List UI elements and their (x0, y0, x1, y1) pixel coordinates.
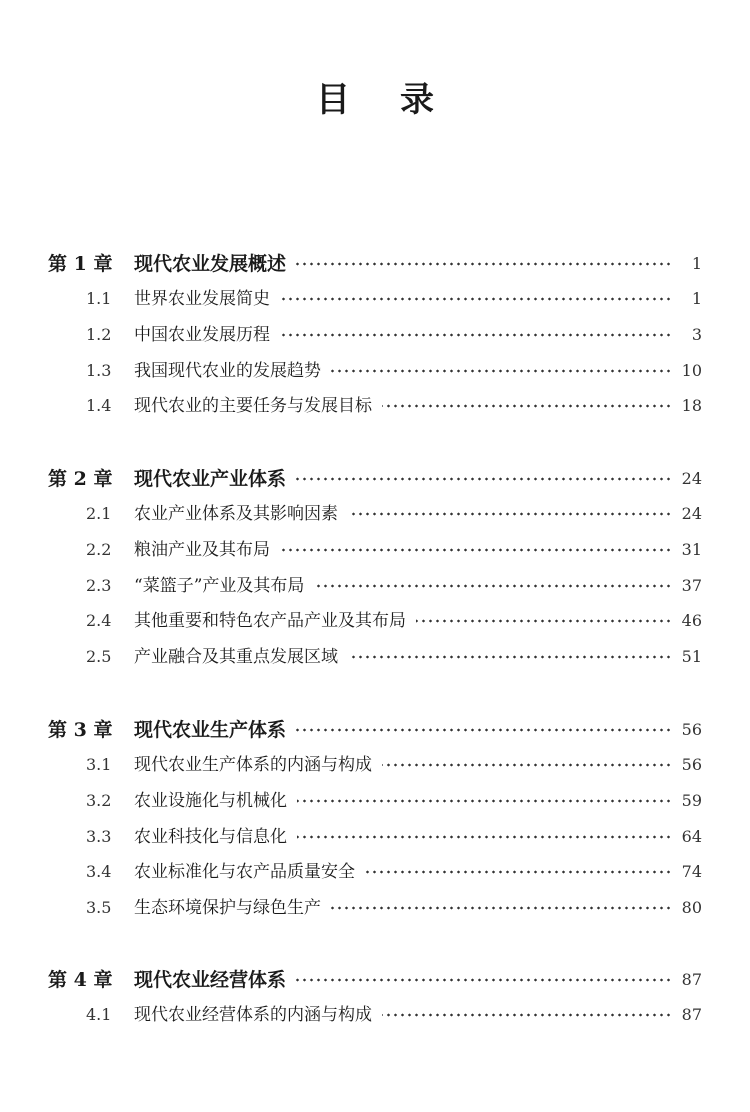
section-title: 世界农业发展简史 (134, 289, 270, 309)
chapter-number: 第 1 章 (48, 253, 113, 275)
toc-title-char-2: 录 (400, 80, 434, 120)
dot-leader (331, 894, 672, 922)
toc-section-entry[interactable] (0, 643, 750, 671)
section-title: 我国现代农业的发展趋势 (134, 360, 321, 381)
page-number: 46 (681, 611, 702, 631)
dot-leader (348, 500, 672, 528)
toc-section-entry[interactable] (0, 392, 750, 420)
toc-section-entry[interactable] (0, 285, 750, 313)
section-title: 中国农业发展历程 (134, 324, 270, 345)
section-title: 其他重要和特色农产品产业及其布局 (134, 611, 406, 632)
page-number: 31 (681, 539, 702, 559)
dot-leader (314, 572, 672, 600)
dot-leader (296, 250, 672, 278)
section-number: 1.2 (86, 324, 112, 344)
chapter-number: 第 3 章 (48, 719, 113, 741)
toc-section-entry[interactable] (0, 536, 750, 564)
page-number: 24 (681, 504, 702, 523)
dot-leader (296, 966, 672, 994)
toc-chapter-entry[interactable] (0, 716, 750, 744)
toc-section-entry[interactable] (0, 500, 750, 528)
section-number: 2.2 (86, 539, 112, 559)
dot-leader (382, 392, 672, 420)
section-title: 产业融合及其重点发展区域 (134, 647, 338, 668)
section-title: 生态环境保护与绿色生产 (134, 898, 321, 919)
toc-section-entry[interactable] (0, 1001, 750, 1029)
section-number: 3.4 (86, 862, 112, 882)
section-number: 3.1 (86, 755, 112, 774)
section-title: 农业产业体系及其影响因素 (134, 504, 338, 524)
section-number: 2.3 (86, 575, 112, 595)
page-number: 59 (681, 790, 702, 810)
chapter-number: 第 2 章 (48, 468, 113, 490)
section-title: 现代农业的主要任务与发展目标 (134, 396, 372, 417)
toc-section-entry[interactable] (0, 751, 750, 779)
section-title: 农业设施化与机械化 (134, 790, 287, 811)
section-number: 2.5 (86, 647, 112, 667)
section-number: 1.3 (86, 360, 112, 380)
dot-leader (280, 285, 672, 313)
page-number: 87 (681, 1005, 702, 1024)
toc-section-entry[interactable] (0, 894, 750, 922)
section-number: 3.2 (86, 790, 112, 810)
section-number: 2.4 (86, 611, 112, 631)
dot-leader (297, 787, 672, 815)
section-number: 4.1 (86, 1005, 112, 1024)
toc-section-entry[interactable] (0, 823, 750, 851)
page-number: 1 (691, 289, 702, 308)
dot-leader (365, 858, 672, 886)
page-number: 80 (681, 898, 702, 918)
page-number: 51 (681, 647, 702, 667)
section-number: 2.1 (86, 504, 112, 523)
toc-section-entry[interactable] (0, 858, 750, 886)
dot-leader (280, 536, 672, 564)
toc-chapter-entry[interactable] (0, 465, 750, 493)
page-number: 24 (681, 469, 702, 488)
section-number: 3.3 (86, 826, 112, 846)
chapter-title: 现代农业发展概述 (134, 253, 287, 275)
section-title: 农业科技化与信息化 (134, 826, 287, 847)
dot-leader (280, 321, 672, 349)
page-number: 10 (681, 360, 702, 380)
section-title: 农业标准化与农产品质量安全 (134, 862, 355, 883)
dot-leader (331, 357, 672, 385)
chapter-title: 现代农业生产体系 (134, 719, 287, 741)
section-number: 3.5 (86, 898, 112, 918)
section-title: “菜篮子”产业及其布局 (134, 575, 305, 596)
page-number: 74 (681, 862, 702, 882)
chapter-number: 第 4 章 (48, 969, 113, 991)
dot-leader (296, 465, 672, 493)
dot-leader (382, 751, 672, 779)
page-number: 18 (681, 396, 702, 416)
toc-chapter-entry[interactable] (0, 250, 750, 278)
page-number: 56 (681, 755, 702, 774)
dot-leader (297, 823, 672, 851)
page-number: 37 (681, 575, 702, 595)
section-title: 现代农业经营体系的内涵与构成 (134, 1005, 372, 1025)
chapter-title: 现代农业产业体系 (134, 468, 287, 490)
dot-leader (382, 1001, 672, 1029)
toc-section-entry[interactable] (0, 321, 750, 349)
section-number: 1.4 (86, 396, 112, 416)
section-title: 现代农业生产体系的内涵与构成 (134, 755, 372, 775)
page-number: 64 (681, 826, 702, 846)
page-number: 56 (681, 720, 702, 739)
section-title: 粮油产业及其布局 (134, 539, 270, 560)
page-number: 87 (681, 970, 702, 989)
section-number: 1.1 (86, 289, 112, 308)
dot-leader (416, 607, 672, 635)
toc-section-entry[interactable] (0, 572, 750, 600)
toc-chapter-entry[interactable] (0, 966, 750, 994)
toc-title-char-1: 目 (316, 80, 350, 120)
toc-title (0, 72, 750, 121)
dot-leader (348, 643, 672, 671)
dot-leader (296, 716, 672, 744)
page-number: 1 (691, 254, 702, 273)
chapter-title: 现代农业经营体系 (134, 969, 287, 991)
toc-section-entry[interactable] (0, 607, 750, 635)
toc-section-entry[interactable] (0, 787, 750, 815)
toc-section-entry[interactable] (0, 357, 750, 385)
page-number: 3 (691, 324, 702, 344)
